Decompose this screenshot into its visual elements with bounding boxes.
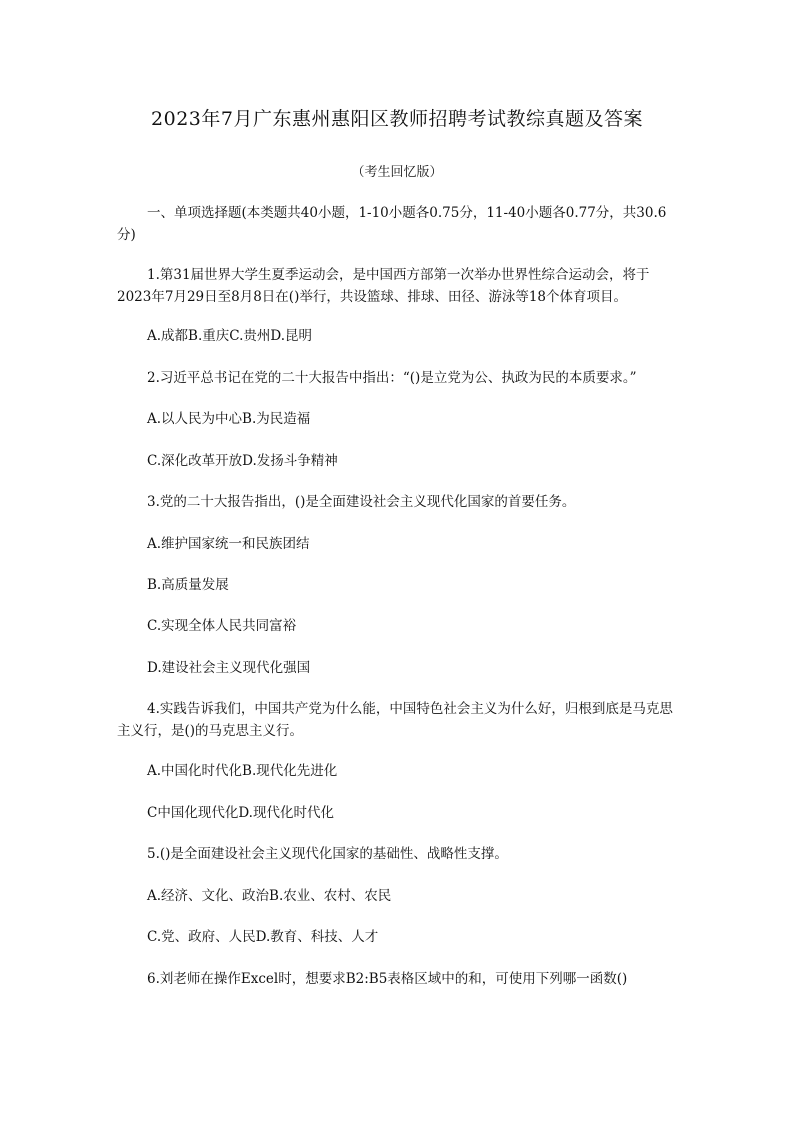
section-heading: 一、单项选择题(本类题共40小题，1-10小题各0.75分，11-40小题各0.77分，共30.6分) [117,205,667,243]
question-stem-6: 6.刘老师在操作Excel时，想要求B2:B5表格区域中的和，可使用下列哪一函数() [147,971,628,987]
question-option: C中国化现代化D.现代化时代化 [147,805,334,821]
question-option: C.深化改革开放D.发扬斗争精神 [147,453,338,469]
question-stem-5: 5.()是全面建设社会主义现代化国家的基础性、战略性支撑。 [147,846,508,862]
question-option: A.经济、文化、政治B.农业、农村、农民 [147,888,392,904]
document-title: 2023年7月广东惠州惠阳区教师招聘考试教综真题及答案 [151,108,643,130]
question-stem-1: 1.第31届世界大学生夏季运动会，是中国西方部第一次举办世界性综合运动会，将于2023年7月29日至8月8日在()举行，共设篮球、排球、田径、游泳等18个体育项目。 [117,267,650,305]
question-option: A.成都B.重庆C.贵州D.昆明 [147,328,313,344]
question-option: B.高质量发展 [147,577,229,593]
question-option: A.维护国家统一和民族团结 [147,536,310,552]
question-stem-3: 3.党的二十大报告指出，()是全面建设社会主义现代化国家的首要任务。 [147,494,576,510]
document-subtitle: （考生回忆版） [351,165,443,180]
question-stem-4: 4.实践告诉我们，中国共产党为什么能，中国特色社会主义为什么好，归根到底是马克思主义行，是()的马克思主义行。 [117,701,673,739]
question-option: C.党、政府、人民D.教育、科技、人才 [147,929,379,945]
question-option: C.实现全体人民共同富裕 [147,618,297,634]
question-stem-2: 2.习近平总书记在党的二十大报告中指出：“()是立党为公、执政为民的本质要求。” [147,370,637,386]
question-option: A.中国化时代化B.现代化先进化 [147,763,338,779]
question-option: D.建设社会主义现代化强国 [147,660,311,676]
question-option: A.以人民为中心B.为民造福 [147,411,311,427]
